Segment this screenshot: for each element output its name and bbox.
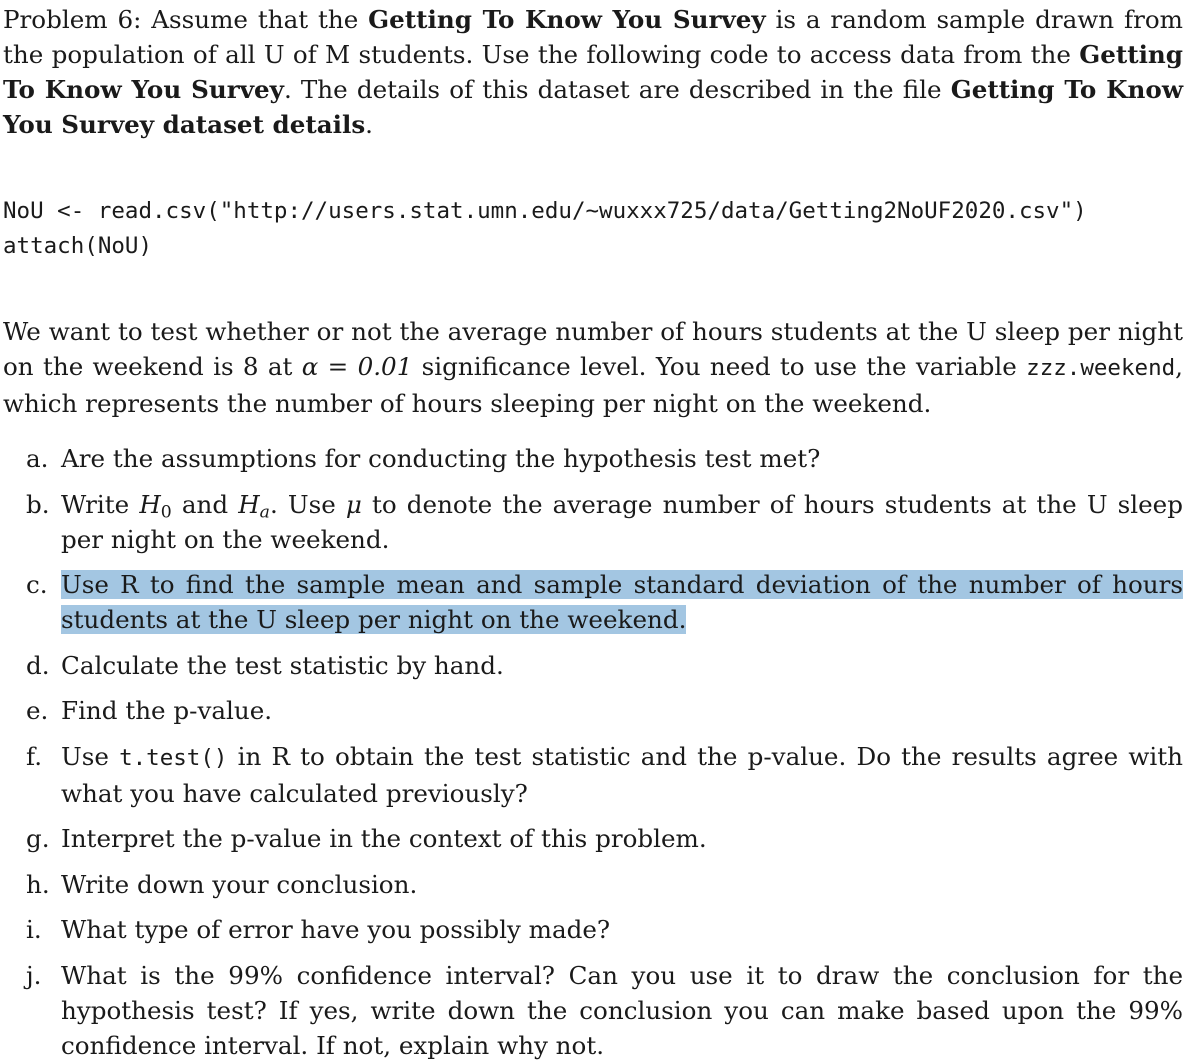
question-text: Interpret the p-value in the context of this problem. [61, 824, 707, 853]
question-f [3, 739, 1183, 811]
mu-symbol: μ [345, 489, 362, 519]
question-i [3, 912, 1183, 947]
problem-document [3, 0, 1183, 1063]
question-text: Use t.test() in R to obtain the test statistic and the p-value. Do the results agree with what you have calculated previously? [61, 741, 1183, 808]
intro-text: Problem 6: Assume that the [3, 5, 369, 34]
question-text: What is the 99% confidence interval? Can you use it to draw the conclusion for the hypothesis test? If yes, write down the conclusion you can make based upon the 99% confidence interval. If not, explain why not. [61, 960, 1183, 1060]
problem-intro [3, 2, 1183, 142]
intro-text: . [365, 110, 373, 139]
question-b [3, 487, 1183, 557]
highlighted-selection[interactable]: Use R to find the sample mean and sample standard deviation of the number of hours students at the U sleep per night on the weekend. [61, 570, 1183, 634]
question-j [3, 958, 1183, 1063]
question-text [61, 567, 1183, 637]
code-line-read-csv: NoU <- read.csv("http://users.stat.umn.edu/~wuxxx725/data/Getting2NoUF2020.csv") [3, 198, 1087, 224]
t-test-function: t.test() [119, 744, 228, 771]
question-label: j. [26, 960, 42, 990]
question-h [3, 867, 1183, 902]
null-hypothesis-symbol: H [139, 489, 161, 519]
problem-statement [3, 314, 1183, 421]
question-text: Find the p-value. [61, 696, 273, 725]
alpha-level: α = 0.01 [301, 352, 413, 381]
alt-hypothesis-symbol: H [238, 489, 260, 519]
question-g [3, 821, 1183, 856]
question-a [3, 441, 1183, 476]
statement-text: We want to test whether or not the average number of hours students at the U sleep per night on the weekend is 8 at [3, 317, 1183, 381]
question-label: i. [26, 915, 42, 944]
intro-text: is a random sample drawn from the population of all U of M students. Use the following code to access data from the [3, 5, 1183, 69]
question-label: a. [26, 444, 49, 473]
question-d [3, 648, 1183, 683]
question-label: b. [26, 489, 50, 519]
code-line-attach: attach(NoU) [3, 233, 153, 259]
variable-name: zzz.weekend [1026, 355, 1176, 381]
question-c [3, 567, 1183, 637]
question-text: What type of error have you possibly made? [61, 915, 611, 944]
survey-name: Getting To Know You Survey [368, 5, 766, 34]
question-e [3, 693, 1183, 728]
question-text: Write $H_0$ and $H_a$. Use μ to denote the average number of hours students at the U sleep per night on the weekend. [61, 489, 1183, 554]
statement-text: , which represents the number of hours sleeping per night on the weekend. [3, 352, 1183, 418]
intro-text: . The details of this dataset are described in the file [283, 75, 951, 104]
question-text: Calculate the test statistic by hand. [61, 650, 504, 680]
question-list [3, 441, 1183, 1063]
statement-text: significance level. You need to use the variable [412, 352, 1027, 381]
code-block [3, 194, 1183, 264]
question-text: Are the assumptions for conducting the hypothesis test met? [61, 444, 821, 473]
question-label: d. [26, 650, 50, 680]
survey-name: Getting To Know You Survey [3, 40, 1183, 104]
question-label: c. [26, 570, 48, 599]
details-file-name: Getting To Know You Survey dataset details [3, 75, 1183, 139]
question-label: h. [26, 869, 50, 899]
question-text: Write down your conclusion. [61, 869, 418, 899]
question-label: e. [26, 696, 49, 725]
question-label: g. [26, 824, 50, 853]
question-label: f. [26, 741, 43, 771]
